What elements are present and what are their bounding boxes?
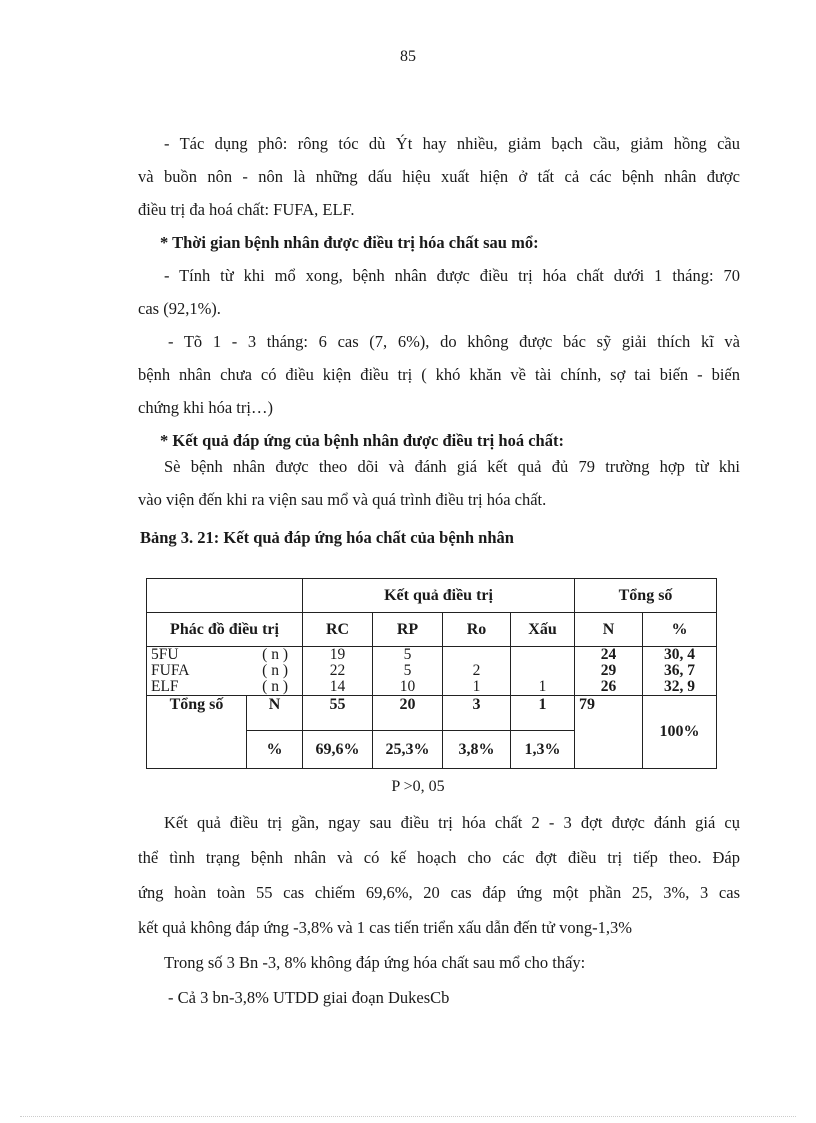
cell-xau: 1 [511,679,575,696]
row-label-5fu [147,647,303,664]
text-block-discussion [138,805,740,1015]
total-n-ro: 3 [443,696,511,731]
total-n-all: 79 [575,696,643,769]
total-pct-rp: 25,3% [373,731,443,769]
cell-rp: 5 [373,647,443,664]
total-n-rp: 20 [373,696,443,731]
header-group-treatment: Kết quả điều trị [303,579,575,613]
cell-xau [511,663,575,679]
regimen-name: FUFA [151,662,190,679]
table-header-row-groups [147,579,717,613]
total-pct-label: % [247,731,303,769]
total-pct-rc: 69,6% [303,731,373,769]
total-pct-ro: 3,8% [443,731,511,769]
page-bottom-rule [20,1116,796,1117]
regimen-name: 5FU [151,646,179,663]
cell-rc: 14 [303,679,373,696]
regimen-unit: ( n ) [262,662,288,679]
paragraph-line: và buồn nôn - nôn là những dấu hiệu xuất hiện ở tất cả các bệnh nhân được [138,167,740,186]
row-label-fufa [147,663,303,679]
header-regimen: Phác đồ điều trị [147,613,303,647]
cell-n: 24 [575,647,643,664]
header-blank-cell [147,579,303,613]
paragraph-line: thể tình trạng bệnh nhân và có kế hoạch cho các đợt điều trị tiếp theo. Đáp [138,848,740,867]
cell-percent: 36, 7 [643,663,717,679]
header-xau: Xấu [511,613,575,647]
paragraph-line: vào viện đến khi ra viện sau mổ và quá trình điều trị hóa chất. [138,490,547,509]
regimen-unit: ( n ) [262,646,288,663]
paragraph-line: - Tính từ khi mổ xong, bệnh nhân được điều trị hóa chất dưới 1 tháng: 70 [164,266,740,285]
section-heading-treatment-time: * Thời gian bệnh nhân được điều trị hóa chất sau mổ: [160,233,539,252]
cell-rc: 19 [303,647,373,664]
page-number: 85 [400,48,416,65]
header-rp: RP [373,613,443,647]
cell-ro: 2 [443,663,511,679]
table-total-row-n [147,696,717,731]
paragraph-line: - Tác dụng phô: rông tóc dù Ýt hay nhiều, giảm bạch cầu, giảm hồng cầu [164,134,740,153]
paragraph-line: - Tõ 1 - 3 tháng: 6 cas (7, 6%), do không được bác sỹ giải thích kĩ và [168,332,740,351]
table-row [147,679,717,696]
cell-xau [511,647,575,664]
cell-ro [443,647,511,664]
paragraph-line: ứng hoàn toàn 55 cas chiếm 69,6%, 20 cas đáp ứng một phần 25, 3%, 3 cas [138,883,740,902]
paragraph-line: cas (92,1%). [138,299,221,318]
header-ro: Ro [443,613,511,647]
row-label-elf [147,679,303,696]
text-block-follow-up [138,450,740,516]
table-row [147,647,717,664]
paragraph-line: chứng khi hóa trị…) [138,398,273,417]
cell-rp: 5 [373,663,443,679]
cell-ro: 1 [443,679,511,696]
total-percent: 100% [643,696,717,769]
regimen-name: ELF [151,678,179,695]
total-n-label: N [247,696,303,731]
cell-n: 29 [575,663,643,679]
total-label: Tổng số [147,696,247,769]
p-value: P >0, 05 [391,778,445,795]
table-row [147,663,717,679]
paragraph-line: điều trị đa hoá chất: FUFA, ELF. [138,200,355,219]
paragraph-line: Trong số 3 Bn -3, 8% không đáp ứng hóa chất sau mổ cho thấy: [164,953,586,972]
table-header-row-columns [147,613,717,647]
regimen-unit: ( n ) [262,678,288,695]
total-pct-xau: 1,3% [511,731,575,769]
paragraph-line: kết quả không đáp ứng -3,8% và 1 cas tiến triển xấu dẫn đến tử vong-1,3% [138,918,632,937]
paragraph-line: bệnh nhân chưa có điều kiện điều trị ( khó khăn về tài chính, sợ tai biến - biến [138,365,740,384]
table-caption: Bảng 3. 21: Kết quả đáp ứng hóa chất của bệnh nhân [140,528,514,547]
total-n-xau: 1 [511,696,575,731]
text-block-side-effects-and-timing [138,127,740,457]
cell-percent: 30, 4 [643,647,717,664]
header-rc: RC [303,613,373,647]
cell-n: 26 [575,679,643,696]
header-n: N [575,613,643,647]
results-table [146,578,717,769]
header-percent: % [643,613,717,647]
paragraph-line: Sè bệnh nhân được theo dõi và đánh giá kết quả đủ 79 trường hợp từ khi [164,457,740,476]
section-heading-response-result: * Kết quả đáp ứng của bệnh nhân được điều trị hoá chất: [160,431,564,450]
paragraph-line: Kết quả điều trị gần, ngay sau điều trị hóa chất 2 - 3 đợt được đánh giá cụ [164,813,740,832]
cell-percent: 32, 9 [643,679,717,696]
header-group-total: Tổng số [575,579,717,613]
total-n-rc: 55 [303,696,373,731]
cell-rc: 22 [303,663,373,679]
paragraph-line: - Cả 3 bn-3,8% UTDD giai đoạn DukesCb [168,988,450,1007]
cell-rp: 10 [373,679,443,696]
